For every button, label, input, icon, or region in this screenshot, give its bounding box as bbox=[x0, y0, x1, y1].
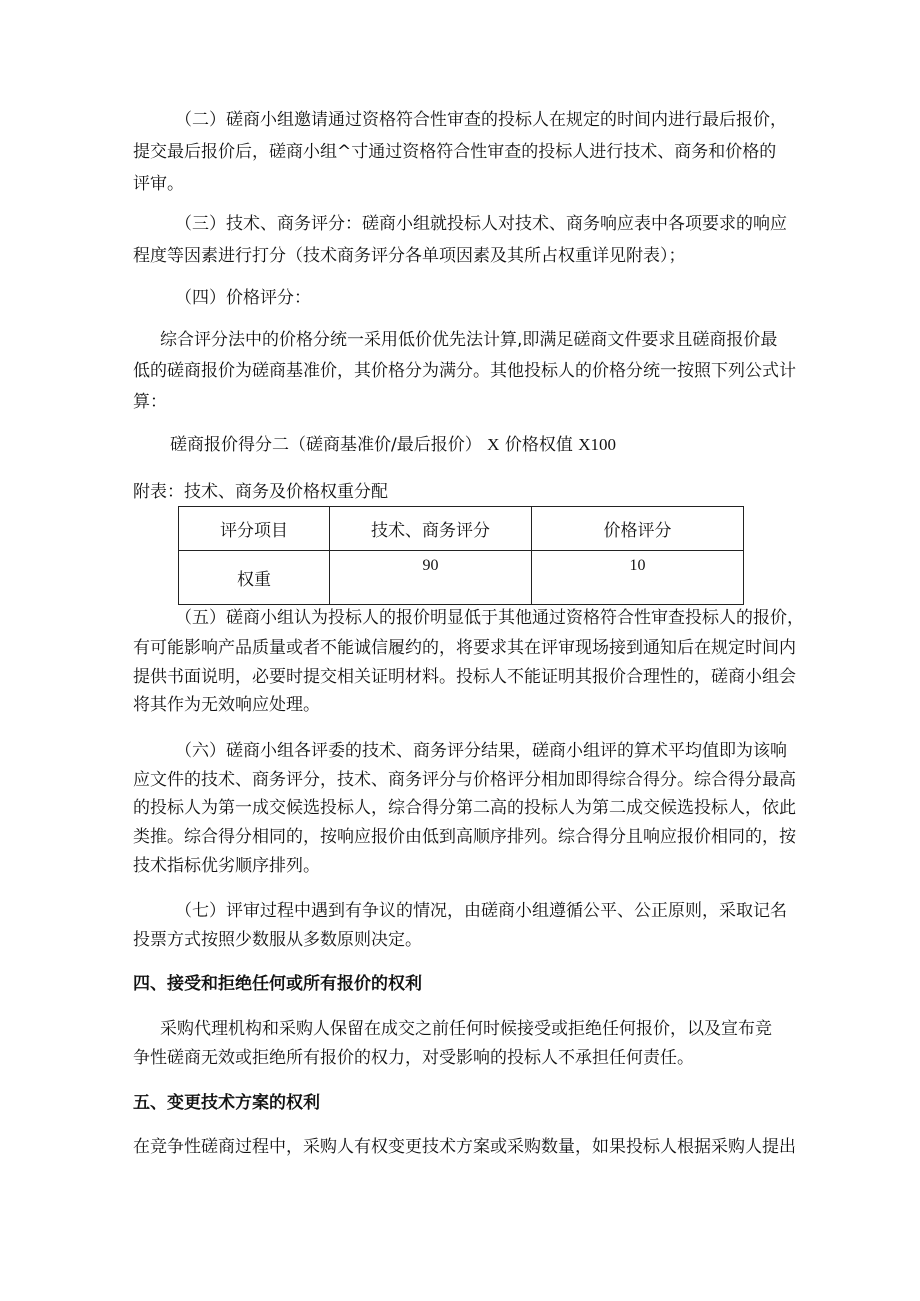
para-2-line-2: 提交最后报价后，磋商小组^寸通过资格符合性审查的投标人进行技术、商务和价格的 bbox=[133, 142, 777, 162]
table-header-row bbox=[179, 507, 744, 551]
para-5-line-3: 提供书面说明，必要时提交相关证明材料。投标人不能证明其报价合理性的，磋商小组会 bbox=[133, 667, 796, 687]
price-weight-value: 10 bbox=[532, 551, 744, 605]
para-5-line-4: 将其作为无效响应处理。 bbox=[133, 695, 320, 715]
para-2-line-1: （二）磋商小组邀请通过资格符合性审查的投标人在规定的时间内进行最后报价， bbox=[175, 110, 787, 130]
para-6-line-4: 类推。综合得分相同的，按响应报价由低到高顺序排列。综合得分且响应报价相同的，按 bbox=[133, 827, 796, 847]
section-4-line-2: 争性磋商无效或拒绝所有报价的权力，对受影响的投标人不承担任何责任。 bbox=[133, 1048, 694, 1068]
formula-lead: 磋商报价得分二（磋商基准价/最后报价） bbox=[170, 435, 482, 455]
para-6-line-2: 应文件的技术、商务评分，技术、商务评分与价格评分相加即得综合得分。综合得分最高 bbox=[133, 770, 796, 790]
para-5-line-2: 有可能影响产品质量或者不能诚信履约的，将要求其在评审现场接到通知后在规定时间内 bbox=[133, 638, 796, 658]
para-4-line-1: （四）价格评分： bbox=[175, 288, 311, 308]
section-4-title: 四、接受和拒绝任何或所有报价的权利 bbox=[133, 974, 422, 994]
para-3-line-1: （三）技术、商务评分：磋商小组就投标人对技术、商务响应表中各项要求的响应 bbox=[175, 214, 787, 234]
table-header-cell: 技术、商务评分 bbox=[330, 507, 532, 551]
para-5-line-1: （五）磋商小组认为投标人的报价明显低于其他通过资格符合性审查投标人的报价， bbox=[175, 608, 804, 628]
para-6-line-1: （六）磋商小组各评委的技术、商务评分结果，磋商小组评的算术平均值即为该响 bbox=[175, 741, 787, 761]
para-3-line-2: 程度等因素进行打分（技术商务评分各单项因素及其所占权重详见附表）； bbox=[133, 246, 686, 266]
price-formula bbox=[170, 434, 616, 456]
para-price-line-1: 综合评分法中的价格分统一采用低价优先法计算,即满足磋商文件要求且磋商报价最 bbox=[160, 330, 778, 350]
formula-mid: 价格权值 bbox=[504, 435, 573, 455]
section-5-line-1: 在竞争性磋商过程中，采购人有权变更技术方案或采购数量，如果投标人根据采购人提出 bbox=[133, 1137, 796, 1157]
formula-x1: X bbox=[487, 435, 500, 454]
para-2-line-3: 评审。 bbox=[133, 174, 184, 194]
section-4-line-1: 采购代理机构和采购人保留在成交之前任何时候接受或拒绝任何报价，以及宣布竞 bbox=[160, 1019, 772, 1039]
para-7-line-2: 投票方式按照少数服从多数原则决定。 bbox=[133, 930, 422, 950]
table-header-cell: 价格评分 bbox=[532, 507, 744, 551]
table-row bbox=[179, 551, 744, 605]
table-caption: 附表：技术、商务及价格权重分配 bbox=[133, 482, 388, 502]
table-header-cell: 评分项目 bbox=[179, 507, 330, 551]
para-price-line-2: 低的磋商报价为磋商基准价，其价格分为满分。其他投标人的价格分统一按照下列公式计 bbox=[133, 361, 796, 381]
tech-weight-value: 90 bbox=[330, 551, 532, 605]
weight-table bbox=[178, 506, 744, 605]
formula-x2: X100 bbox=[578, 435, 617, 454]
para-6-line-3: 的投标人为第一成交候选投标人，综合得分第二高的投标人为第二成交候选投标人，依此 bbox=[133, 798, 796, 818]
table-row-label: 权重 bbox=[179, 551, 330, 605]
section-5-title: 五、变更技术方案的权利 bbox=[133, 1093, 320, 1113]
para-price-line-3: 算： bbox=[133, 392, 167, 412]
para-7-line-1: （七）评审过程中遇到有争议的情况，由磋商小组遵循公平、公正原则，采取记名 bbox=[175, 901, 787, 921]
para-6-line-5: 技术指标优劣顺序排列。 bbox=[133, 856, 320, 876]
